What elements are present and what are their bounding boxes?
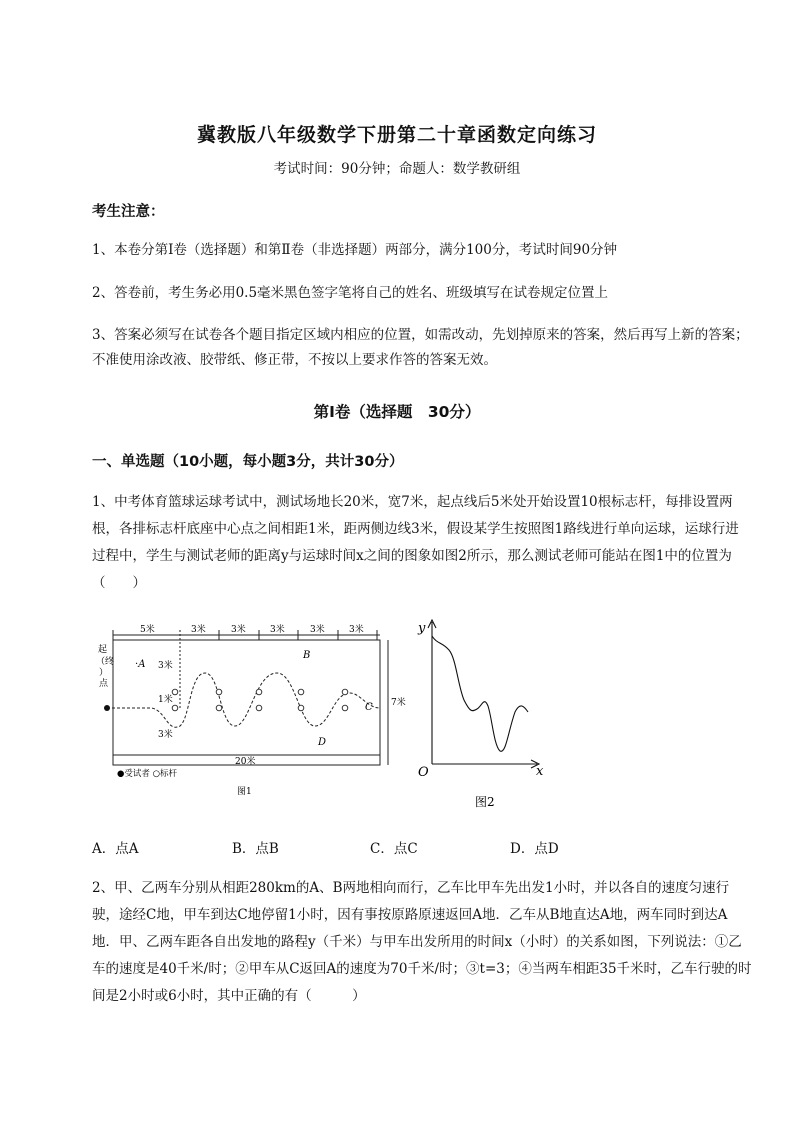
left-label-3: 3米 [158,730,173,740]
point-c-label: C [365,702,373,713]
court-boundary [113,640,380,765]
figure-2-caption: 图2 [475,795,495,809]
part-heading: 一、单选题（10小题，每小题3分，共计30分） [92,454,404,470]
start-label-3: ） [99,668,109,678]
top-label-5: 3米 [310,625,325,635]
option-d[interactable]: D．点D [510,841,559,857]
option-b[interactable]: B．点B [232,841,279,857]
point-d-label: D [318,737,327,748]
notice-item-1: 1、本卷分第I卷（选择题）和第Ⅱ卷（非选择题）两部分，满分100分，考试时间90分钟 [92,242,618,258]
left-label-1: 3米 [158,661,173,671]
section-title: 第I卷（选择题 30分） [313,403,481,421]
top-label-4: 3米 [270,625,285,635]
left-label-2: 1米 [158,695,173,705]
distance-curve [432,636,528,751]
start-label-1: 起 [98,645,108,655]
top-label-2: 3米 [191,625,206,635]
x-axis-label: x [536,764,544,779]
notice-heading: 考生注意： [92,204,165,220]
figure-2-graph [412,614,552,814]
bottom-label: 20米 [235,757,256,767]
question-2-text: 2、甲、乙两车分别从相距280km的A、B两地相向而行，乙车比甲车先出发1小时，并以各自的速度匀速行驶，途经C地，甲车到达C地停留1小时，因有事按原路原速返回A地．乙车从B地直达A地，两车同时到达A地．甲、乙两车距各自出发地的路程y（千米）与甲车出发所用的时间x（小时）的关系如图，下列说法：①乙车的速度是40千米/时；②甲车从C返回A的速度为70千米/时；③t=3；④当两车相距35千米时，乙车行驶的时间是2小时或6小时，其中正确的有（ ） [92,880,752,1004]
question-1-text: 1、中考体育篮球运球考试中，测试场地长20米，宽7米，起点线后5米处开始设置10根标志杆，每排设置两根，各排标志杆底座中心点之间相距1米，距两侧边线3米，假设某学生按照图1路线进行单向运球，运球行进过程中，学生与测试老师的距离y与运球时间x之间的图象如图2所示，那么测试老师可能站在图1中的位置为（ ） [92,494,739,591]
exam-info: 考试时间：90分钟；命题人：数学教研组 [273,161,521,177]
start-label-4: 点 [99,679,109,689]
option-a[interactable]: A．点A [92,841,139,857]
origin-label: O [418,765,429,780]
student-marker [104,705,110,711]
page-title: 冀教版八年级数学下册第二十章函数定向练习 [196,124,597,146]
figure-1-caption: 图1 [237,787,252,797]
figure-1-court-diagram [95,618,406,798]
right-label: 7米 [391,698,406,708]
notice-item-2: 2、答卷前，考生务必用0.5毫米黑色签字笔将自己的姓名、班级填写在试卷规定位置上 [92,285,609,301]
point-b-label: B [303,650,311,661]
point-a-label: ·A [135,659,146,670]
top-label-1: 5米 [140,625,155,635]
option-c[interactable]: C．点C [370,841,418,857]
y-axis-label: y [418,621,426,636]
start-label-2: （终 [96,657,115,667]
top-label-3: 3米 [231,625,246,635]
top-label-6: 3米 [349,625,364,635]
notice-item-3: 3、答案必须写在试卷各个题目指定区域内相应的位置，如需改动，先划掉原来的答案，然后再写上新的答案；不准使用涂改液、胶带纸、修正带，不按以上要求作答的答案无效。 [92,327,749,368]
figure-1-legend: ●受试者 ○标杆 [117,769,178,779]
